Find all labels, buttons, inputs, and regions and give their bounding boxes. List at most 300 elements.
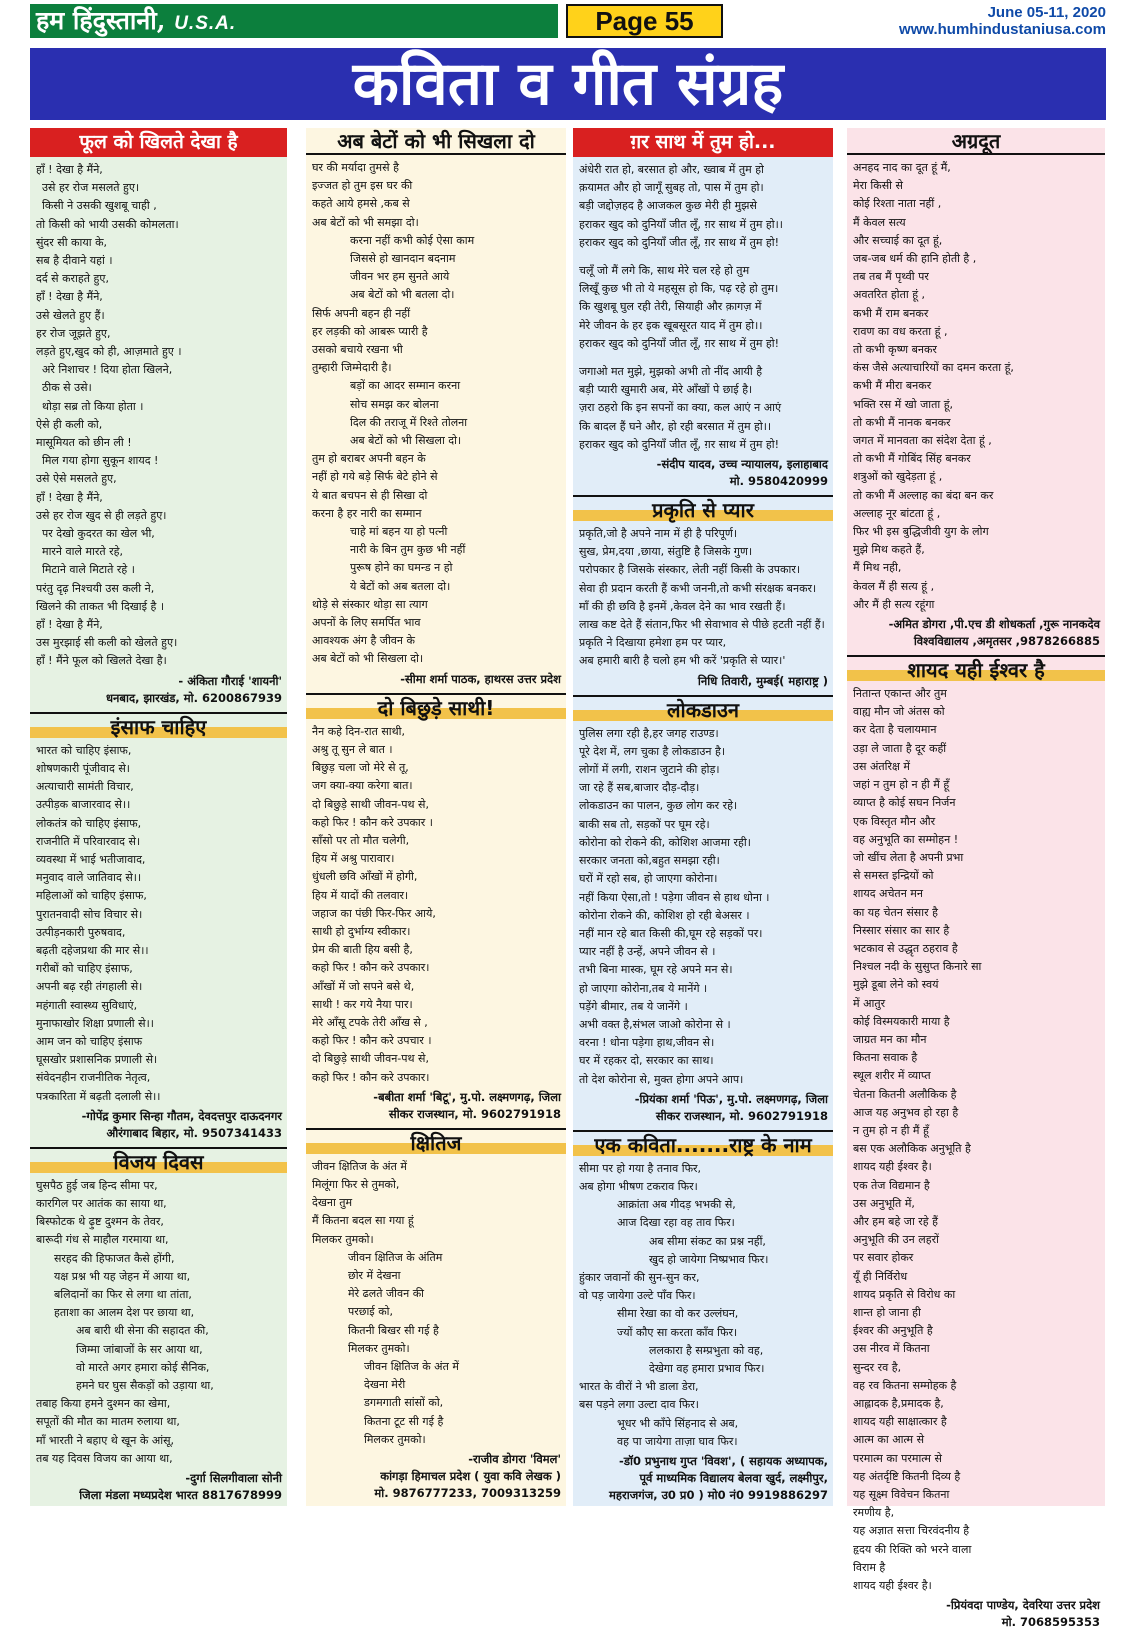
poem-line: राजनीति में परिवारवाद से। [36, 834, 141, 848]
poem-line: हिय में यादों की तलवार। [312, 888, 409, 902]
poem-body [847, 155, 1105, 614]
poem-title: अब बेटों को भी सिखला दो [306, 128, 566, 155]
poem-line: निस्सार संसार का सार है [853, 923, 950, 937]
poem-line: पुरातनवादी सोच विचार से। [36, 907, 143, 921]
poem-line: छोर में देखना [348, 1268, 401, 1282]
poem-line: साँसो पर तो मौत चलेगी, [312, 833, 410, 847]
poem-line: अनहद नाद का दूत हूं मैं, [853, 161, 951, 174]
poem-line: हराकर खुद को दुनियाँ जीत लूँ, ग़र साथ में तुम हो! [579, 235, 780, 249]
poem-byline [30, 1468, 287, 1507]
poem [306, 128, 566, 691]
byline-line: -बबीता शर्मा 'बिटू', मु.पो. लक्ष्मणगढ़, जिला [373, 1089, 561, 1104]
poem-line: ऐसे ही कली को, [36, 417, 103, 431]
column-4 [847, 128, 1105, 1630]
poem-line: क़यामत और हो जागूँ सुबह तो, पास में तुम हो। [579, 181, 764, 195]
poem-byline [306, 1087, 566, 1126]
poem [306, 1128, 566, 1505]
poem-line: घर में रहकर दो, सरकार का साथ। [579, 1054, 714, 1068]
poem-line: परोपकार है जिसके संस्कार, लेती नहीं किसी के उपकार। [579, 563, 800, 577]
byline-line: मो. 9876777233, 7009313259 [374, 1486, 561, 1500]
poem-line: कहो फिर ! कौन करे उपचार । [312, 1034, 432, 1048]
poem-line: आज यह अनुभव हो रहा है [853, 1105, 959, 1119]
poem-line: उड़ा ले जाता है दूर कहीं [853, 741, 947, 755]
poem-line: हिय में अश्रु पारावार। [312, 852, 395, 866]
poem-line: अपनों के लिए समर्पित भाव [312, 616, 421, 630]
poem-line: कितनी बिखर सी गई है [348, 1323, 439, 1337]
poem-line: जीवन क्षितिज के अंतिम [348, 1250, 443, 1264]
poem-line: उसे ऐसे मसलते हुए, [36, 472, 117, 486]
poem-line: अब बेटों को भी सिखला दो। [312, 652, 424, 666]
poem-line: अब बारी थी सेना की सहादत की, [76, 1324, 209, 1338]
poem-line: न तुम हो न ही मैं हूँ [853, 1123, 929, 1137]
poem-line: वह पा जायेगा ताज़ा घाव फिर। [617, 1434, 738, 1448]
byline-line: -प्रियंका शर्मा 'पिऊ', मु.पो. लक्ष्मणगढ़, जिला [634, 1091, 828, 1106]
poem-line: तो कभी मैं नानक बनकर [853, 415, 951, 429]
poem-line: ये बेटों को अब बतला दो। [350, 579, 451, 593]
poem-line: शायद यही साक्षात्कार है [853, 1415, 947, 1429]
byline-line: औरंगाबाद बिहार, मो. 9507341433 [106, 1125, 282, 1140]
poem-line: लड़ते हुए,खुद को ही, आज़माते हुए । [36, 345, 182, 359]
poem-line: खिलने की ताकत भी दिखाई है । [36, 599, 165, 613]
poem-line: अरे निशाचर ! दिया होता खिलने, [42, 363, 173, 377]
poem-line: हाँ ! देखा है मैंने, [36, 618, 103, 632]
poem-line: चलूँ जो मैं लगे कि, साथ मेरे चल रहे हो तुम [579, 264, 750, 278]
poem [30, 1147, 287, 1507]
poem-line: परमात्म का परमात्म से [853, 1451, 942, 1465]
poem-line: मुनाफाखोर शिक्षा प्रणाली से।। [36, 1016, 154, 1030]
poem-line: हाँ ! देखा है मैंने, [36, 290, 103, 304]
poem-line: संवेदनहीन राजनीतिक नेतृत्व, [36, 1071, 151, 1085]
poem-line: बस एक अलौकिक अनुभूति है [853, 1142, 971, 1156]
page-number: Page 55 [566, 4, 723, 38]
poem-line: वाह्य मौन जो अंतस को [853, 705, 945, 719]
poem-line: सोच समझ कर बोलना [350, 397, 439, 411]
poem-line: हर रोज जूझते हुए, [36, 326, 111, 340]
poem-line: पुरूष होने का घमन्ड न हो [350, 561, 453, 575]
poem-line: भारत के वीरों ने भी डाला डेरा, [579, 1380, 699, 1394]
poem-line: बिस्फोटक थे ढ़ुष्ट दुश्मन के तेवर, [36, 1215, 164, 1229]
poem-byline [306, 1449, 566, 1505]
poem-line: कितना टूट सी गई है [364, 1414, 444, 1428]
poem-line: देखना मेरी [364, 1378, 406, 1392]
poem-line: ठीक से उसे। [42, 381, 92, 395]
poem-line: घुसपैठ हुई जब हिन्द सीमा पर, [36, 1178, 158, 1192]
poem-line: वरना ! धोना पड़ेगा हाथ,जीवन से। [579, 1036, 715, 1050]
column-3 [573, 128, 833, 1506]
poem-line: कहो फिर ! कौन करे उपकार। [312, 1070, 430, 1084]
poem [573, 1130, 833, 1507]
poem-line: व्यवस्था में भाई भतीजावाद, [36, 852, 146, 866]
poem-line: हताशा का आलम देश पर छाया था, [54, 1306, 195, 1320]
poem-line: शत्रुओं को खुदेड़ता हूं , [853, 470, 943, 484]
poem-line: यक्ष प्रश्न भी यह जेहन में आया था, [54, 1269, 191, 1283]
poem-line: हराकर खुद को दुनियाँ जीत लूँ, ग़र साथ में तुम हो।। [579, 217, 783, 231]
poem-line: एक विस्तृत मौन और [853, 814, 936, 828]
poem-line: रमणीय है, [853, 1506, 895, 1520]
poem-line: नहीं मान रहे बात किसी की,घूम रहे सड़कों पर। [579, 926, 763, 940]
poem-line: सब है दीवाने यहां । [36, 254, 113, 268]
poem-line: लिखूँ कुछ भी तो ये महसूस हो कि, पढ़ रहे हो तुम। [579, 282, 779, 296]
poem-line: शान्त हो जाना ही [853, 1305, 921, 1319]
poem-line: माँ की ही छवि है इनमें ,केवल देने का भाव रखती हैं। [579, 599, 786, 613]
poem-line: मुझे डूबा लेने को स्वयं [853, 978, 939, 992]
poem-line: डगमगाती सांसों को, [364, 1396, 444, 1410]
poem-body [306, 1154, 566, 1449]
poem-line: जीवन क्षितिज के अंत में [364, 1359, 459, 1373]
poem [847, 655, 1105, 1634]
poem-line: अभी वक्त है,संभल जाओ कोरोना से । [579, 1017, 731, 1031]
poem-line: अश्रु तू सुन ले बात । [312, 742, 393, 756]
poem-line: रावण का वध करता हूं , [853, 324, 948, 338]
poem-line: ज्यों कौए सा करता काँव फिर। [617, 1325, 738, 1339]
poem-line: कोई रिश्ता नाता नहीं , [853, 197, 942, 211]
poem-line: केवल मैं ही सत्य हूं , [853, 579, 935, 593]
poem-line: विराम है [853, 1560, 886, 1574]
poem-line: किसी ने उसकी खुशबू चाही , [42, 199, 157, 213]
poem-line: दिल की तराजू में रिश्ते तोलना [350, 415, 468, 429]
poem-line: कारगिल पर आतंक का साया था, [36, 1196, 167, 1210]
poem-title: फूल को खिलते देखा है [30, 128, 287, 157]
poem-line: उसे हर रोज मसलते हुए। [42, 181, 140, 195]
poem-line: से समस्त इन्द्रियों को [853, 869, 934, 883]
byline-line: -संदीप यादव, उच्च न्यायालय, इलाहाबाद [656, 457, 828, 472]
poem-line: आँखों में जो सपने बसे थे, [312, 979, 415, 993]
column-1 [30, 128, 287, 1506]
byline-line: -डॉ0 प्रभुनाथ गुप्त 'विवश', ( सहायक अध्यापक, [619, 1453, 828, 1468]
poem-line: घरों में रहो सब, हो जाएगा कोरोना। [579, 872, 718, 886]
website-link[interactable]: www.humhindustaniusa.com [899, 21, 1106, 38]
poem-line: कभी मैं मीरा बनकर [853, 379, 932, 393]
poem-line: शायद यही ईश्वर है। [853, 1160, 932, 1174]
byline-line: सीकर राजस्थान, मो. 9602791918 [388, 1106, 561, 1121]
poem-line: मुझे मिथ कहते हैं, [853, 543, 925, 557]
poem-line: जीवन क्षितिज के अंत में [312, 1159, 407, 1173]
poem-line: बिछुड़ चला जो मेरे से तू, [312, 761, 409, 775]
poem-line: सपूतों की मौत का मातम रुलाया था, [36, 1415, 180, 1429]
byline-line: - अंकिता गौराई 'शायनी' [178, 673, 282, 688]
poem-line: लोकडाउन का पालन, कुछ लोग कर रहे। [579, 799, 738, 813]
poem-line: मिलूंगा फिर से तुमको, [312, 1177, 400, 1191]
poem-line: करना है हर नारी का सम्मान [312, 506, 422, 520]
poem-line: पर सवार होकर [853, 1251, 914, 1265]
poem-line: सीमा रेखा का वो कर उल्लंघन, [617, 1307, 739, 1321]
poem-line: दर्द से कराहते हुए, [36, 272, 109, 286]
poem-line: मेरे ढलते जीवन की [348, 1287, 425, 1301]
poem-line: मिलकर तुमको। [364, 1432, 426, 1446]
poem-line: शोषणकारी पूंजीवाद से। [36, 761, 130, 775]
issue-date: June 05-11, 2020 [987, 4, 1106, 21]
poem-line: जगाओ मत मुझे, मुझको अभी तो नींद आयी है [579, 365, 763, 379]
poem-line: मिल गया होगा सुकून शायद ! [42, 454, 159, 468]
poem-line: हमने घर घुस सैकड़ों को उड़ाया था, [76, 1378, 214, 1392]
poem-line: कहो फिर ! कौन करे उपकार । [312, 815, 433, 829]
poem-body [30, 738, 287, 1106]
poem-byline [306, 669, 566, 691]
poem-line: दो बिछुड़े साथी जीवन-पथ से, [312, 797, 429, 811]
poem-line: कहते आये हमसे ,कब से [312, 197, 410, 211]
poem-line: में आतुर [853, 996, 886, 1010]
page-banner: कविता व गीत संग्रह [30, 48, 1106, 120]
poem-line [579, 353, 829, 363]
poem-line: पत्रकारिता में बढ़ती दलाली से।। [36, 1089, 161, 1103]
poem-byline [573, 454, 833, 493]
poem-line: बढ़ती दहेजप्रथा की मार से।। [36, 943, 149, 957]
poem-line: हर लड़की को आबरू प्यारी है [312, 324, 428, 338]
poem-line: चेतना कितनी अलौकिक है [853, 1087, 957, 1101]
poem [30, 712, 287, 1145]
poem-line: घूसखोर प्रशासनिक प्रणाली से। [36, 1053, 158, 1067]
poem [573, 128, 833, 493]
poem-title: क्षितिज [306, 1128, 566, 1154]
poem-line: तुम हो बराबर अपनी बहन के [312, 452, 426, 466]
poem-byline [573, 1089, 833, 1128]
poem-line: यह अंतर्दृष्टि कितनी दिव्य है [853, 1469, 961, 1483]
poem-line: कभी मैं राम बनकर [853, 306, 929, 320]
poem-title: लोकडाउन [573, 695, 833, 721]
poem-line: लोकतंत्र को चाहिए इंसाफ, [36, 816, 142, 830]
poem-line: लाख कष्ट देते हैं संतान,फिर भी सेवाभाव से पीछे हटती नहीं हैं। [579, 618, 825, 632]
poem-line: भूधर भी काँपे सिंहनाद से अब, [617, 1416, 739, 1430]
poem-body [573, 157, 833, 454]
poem [306, 693, 566, 1126]
poem-byline [847, 614, 1105, 653]
poem-title: अग्रदूत [847, 128, 1105, 155]
poem-line: सरहद की हिफाजत कैसे होंगी, [54, 1251, 175, 1265]
poem-body [573, 721, 833, 1089]
poem-title: इंसाफ चाहिए [30, 712, 287, 738]
poem-line: महिलाओं को चाहिए इंसाफ, [36, 889, 147, 903]
poem-title: दो बिछुड़े साथी! [306, 693, 566, 719]
poem-line: अब हमारी बारी है चलो हम भी करें 'प्रकृति से प्यार।' [579, 654, 786, 668]
poem-line: आज दिखा रहा वह ताव फिर। [617, 1216, 735, 1230]
poem-line: का यह चेतन संसार है [853, 905, 938, 919]
poem-line: प्रकृति ने दिखाया हमेशा हम पर प्यार, [579, 636, 727, 650]
poem-body [573, 1156, 833, 1451]
poem-line: भक्ति रस में खो जाता हूं, [853, 397, 954, 411]
poem-line: मिलकर तुमको। [312, 1232, 374, 1246]
poem-line: शायद प्रकृति से विरोध का [853, 1287, 956, 1301]
poem-title: प्रकृति से प्यार [573, 495, 833, 521]
poem-line: ज़रा ठहरो कि इन सपनों का क्या, कल आएं न आएं [579, 401, 782, 415]
byline-line: -गोपेंद्र कुमार सिन्हा गौतम, देवदत्तपुर दाऊदनगर [81, 1108, 282, 1123]
page-header [30, 4, 1110, 42]
poem-line: कर देता है चलायमान [853, 723, 937, 737]
issue-info [899, 4, 1106, 38]
poem-line: हाँ ! मैंने फूल को खिलते देखा है। [36, 654, 167, 668]
poem-line: मारने वाले मारते रहे, [42, 545, 123, 559]
poem-line: मिलकर तुमको। [348, 1341, 410, 1355]
poem-line: इज्जत हो तुम इस घर की [312, 179, 413, 193]
poem-line: भारत को चाहिए इंसाफ, [36, 743, 132, 757]
poem-line: करना नहीं कभी कोई ऐसा काम [350, 233, 475, 247]
masthead [30, 4, 558, 38]
byline-line: मो. 7068595353 [1001, 1615, 1100, 1630]
poem-line: बड़ी प्यारी खुमारी अब, मेरे आँखों पे छाई है। [579, 383, 753, 397]
poem-line: अनुभूति की उन लहरों [853, 1233, 939, 1247]
poem-line: तो कभी मैं गोबिंद सिंह बनकर [853, 452, 971, 466]
poem-line: तो देश कोरोना से, मुक्त होगा अपने आप। [579, 1072, 744, 1086]
poem-line: जिम्मा जांबाजों के सर आया था, [76, 1342, 203, 1356]
poem-line: अब बेटों को भी बतला दो। [350, 288, 455, 302]
poem-line: सीमा पर हो गया है तनाव फिर, [579, 1161, 702, 1175]
poem-line: मिटाने वाले मिटाते रहे । [42, 563, 135, 577]
poem-body [30, 1173, 287, 1468]
poem-line: धुंधली छवि आँखों में होगी, [312, 870, 418, 884]
poem-line: अंधेरी रात हो, बरसात हो और, ख्वाब में तुम हो [579, 163, 764, 176]
byline-line: कांगड़ा हिमाचल प्रदेश ( युवा कवि लेखक ) [380, 1469, 561, 1483]
poem-line: जाग्रत मन का मौन [853, 1032, 927, 1046]
poem-line: बड़ी जद्दोज़हद है आजकल कुछ मेरी ही मुझसे [579, 199, 757, 213]
poem-line: कि बादल हैं घने और, हो रही बरसात में तुम हो।। [579, 419, 772, 433]
poem-line: पड़ेंगे बीमार, तब ये जानेंगे । [579, 999, 688, 1013]
poem-line: मेरे आँसू टपके तेरी आँख से , [312, 1015, 428, 1029]
poem-line: मैं कितना बदल सा गया हूं [312, 1214, 414, 1228]
poem-line: माँ भारती ने बहाए थे खून के आंसू, [36, 1433, 175, 1447]
poem-line [579, 252, 829, 262]
poem-line: मासूमियत को छीन ली ! [36, 436, 132, 450]
poem-line: आत्म का आत्म से [853, 1433, 925, 1447]
poem-line: आक्रांता अब गीदड़ भभकी से, [617, 1198, 736, 1212]
byline-line: महराजगंज, उ0 प्र0 ) मो0 नं0 9919886297 [609, 1487, 828, 1502]
poem-line: सुंदर सी काया के, [36, 235, 108, 249]
masthead-suffix: U.S.A. [174, 13, 237, 34]
poem-line: बाकी सब तो, सड़कों पर घूम रहे। [579, 817, 710, 831]
poem-line: भटकाव से उद्धृत ठहराव है [853, 941, 958, 955]
masthead-title: हम हिंदुस्तानी, [36, 6, 166, 35]
byline-line: -राजीव डोगरा 'विमल' [468, 1452, 561, 1466]
poem-line: और मैं ही सत्य रहूंगा [853, 597, 935, 611]
poem-line: सुन्दर रव है, [853, 1360, 902, 1374]
poem-line: मैं मिथ नही, [853, 561, 902, 575]
poem-line: बस पड़ने लगा उल्टा दाव फिर। [579, 1398, 699, 1412]
poem-line: सरकार जनता को,बहुत समझा रही। [579, 854, 720, 868]
poem [573, 695, 833, 1128]
poem-line: कहो फिर ! कौन करे उपकार। [312, 961, 430, 975]
poem-line: प्रकृति,जो है अपने नाम में ही है परिपूर्ण। [579, 527, 738, 541]
poem-line: जहाज का पंछी फिर-फिर आये, [312, 906, 436, 920]
poem-line: तो कभी मैं अल्लाह का बंदा बन कर [853, 488, 994, 502]
poem-line: यूँ ही निर्विरोध [853, 1269, 908, 1283]
byline-line: निधि तिवारी, मुम्बई( महाराष्ट्र ) [697, 673, 828, 688]
poem-line: जा रहे हैं सब,बाजार दौड़-दौड़। [579, 781, 700, 795]
poem-line: सेवा ही प्रदान करती हैं कभी जननी,तो कभी संरक्षक बनकर। [579, 581, 817, 595]
poem-line: खुद हो जायेगा निष्प्रभाव फिर। [649, 1252, 769, 1266]
poem-line: मनुवाद वाले जातिवाद से।। [36, 871, 142, 885]
poem-line: परछाई को, [348, 1305, 393, 1319]
poem-line: उत्पीड़क बाजारवाद से।। [36, 798, 131, 812]
byline-line: -दुर्गा सिलगीवाला सोनी [185, 1471, 282, 1485]
poem-line: वह रव कितना सम्मोहक है [853, 1378, 957, 1392]
poem-line: जग क्या-क्या करेगा बात। [312, 779, 413, 793]
poem-line: दो बिछुड़े साथी जीवन-पथ से, [312, 1052, 429, 1066]
poem-line: जहां न तुम हो न ही मैं हूँ [853, 778, 950, 792]
poem-line: उस अनुभूति में, [853, 1196, 915, 1210]
poem-line: जिससे हो खानदान बदनाम [350, 252, 456, 266]
poem-line: मैं केवल सत्य [853, 215, 906, 229]
poem-line: प्यार नहीं है उन्हें, अपने जीवन से । [579, 945, 716, 959]
poem-line: हाँ ! देखा है मैंने, [36, 163, 103, 176]
byline-line: -प्रियंवदा पाण्डेय, देवरिया उत्तर प्रदेश [946, 1598, 1100, 1613]
poem-line: अत्याचारी सामंती विचार, [36, 780, 134, 794]
poem-line: तो कभी कृष्ण बनकर [853, 343, 937, 357]
poem-line: अवतरित होता हूं , [853, 288, 926, 302]
poem-line: तभी बिना मास्क, घूम रहे अपने मन से। [579, 963, 733, 977]
poem-line: गरीबों को चाहिए इंसाफ, [36, 962, 133, 976]
poem-line: बलिदानों का फिर से लगा था तांता, [54, 1287, 192, 1301]
poem-line: अपनी बढ़ रही तंगहाली से। [36, 980, 143, 994]
poem-title: ग़र साथ में तुम हो... [573, 128, 833, 157]
poem-line: हाँ ! देखा है मैंने, [36, 490, 103, 504]
poem-line: तुम्हारी जिम्मेदारी है। [312, 361, 392, 375]
poem-line: कोई विस्मयकारी माया है [853, 1014, 950, 1028]
poem-line: हो जाएगा कोरोना,तब ये मानेंगे । [579, 981, 708, 995]
poem-line: उत्पीड़नकारी पुरुषवाद, [36, 925, 126, 939]
poem-line: बारूदी गंध से माहौल गरमाया था, [36, 1233, 169, 1247]
poem-line: हुंकार जवानों की सुन-सुन कर, [579, 1270, 700, 1284]
poem-line: थोड़े से संस्कार थोड़ा सा त्याग [312, 597, 428, 611]
poem-title: एक कविता.......राष्ट्र के नाम [573, 1130, 833, 1156]
poem-line: वो पड़ जायेगा उल्टे पाँव फिर। [579, 1289, 696, 1303]
poem-line: शायद अचेतन मन [853, 887, 923, 901]
poem-byline [573, 1451, 833, 1507]
poem-line: तब तब मैं पृथ्वी पर [853, 270, 929, 284]
poem-line: घर की मर्यादा तुमसे है [312, 161, 399, 174]
poem-line: उस मुरझाई सी कली को खेलते हुए। [36, 636, 178, 650]
poem-line: अब सीमा संकट का प्रश्न नहीं, [649, 1234, 766, 1248]
poem-line: कंस जैसे अत्याचारियों का दमन करता हूं, [853, 361, 1014, 375]
poem-body [306, 155, 566, 669]
poem-line: कोरोना को रोकने की, कोशिश आजमा रही। [579, 835, 751, 849]
poem-byline [30, 671, 287, 710]
poem-line: नहीं किया ऐसा,तो ! पड़ेगा जीवन से हाथ धोना । [579, 890, 770, 904]
poem-line: जगत में मानवता का संदेश देता हूं , [853, 434, 992, 448]
poem-line: ईश्वर की अनुभूति है [853, 1324, 933, 1338]
poem-line: नहीं हो गये बड़े सिर्फ बेटे होने से [312, 470, 438, 484]
poem [30, 128, 287, 710]
poem-line: पर देखो कुदरत का खेल भी, [42, 527, 155, 541]
poem-line: तो किसी को भायी उसकी कोमलता। [36, 217, 179, 231]
poem-body [306, 719, 566, 1087]
byline-line: जिला मंडला मध्यप्रदेश भारत 8817678999 [79, 1488, 282, 1502]
poem-line: उसे हर रोज खुद से ही लड़ते हुए। [36, 508, 167, 522]
poem-byline [573, 671, 833, 693]
poem-line: फिर भी इस बुद्धिजीवी युग के लोग [853, 525, 989, 539]
byline-line: विश्वविद्यालय ,अमृतसर ,9878266885 [913, 634, 1100, 649]
poem-byline [847, 1595, 1105, 1634]
poem [573, 495, 833, 693]
poem-line: आवश्यक अंग है जीवन के [312, 634, 415, 648]
poem-line: कि खुशबू घुल रही तेरी, सियाही और क़ागज़ में [579, 300, 762, 314]
poem-body [573, 521, 833, 671]
poem-line: तबाह किया हमने दुश्मन का खेमा, [36, 1397, 171, 1411]
poem-line: यह अज्ञात सत्ता चिरवंदनीय है [853, 1524, 970, 1538]
poem-line: वो मारते अगर हमारा कोई सैनिक, [76, 1360, 210, 1374]
byline-line: सीकर राजस्थान, मो. 9602791918 [655, 1108, 828, 1123]
poem-line: जब-जब धर्म की हानि होती है , [853, 252, 977, 266]
poem-line: देखना तुम [312, 1196, 353, 1210]
poem-line: यह सूक्ष्म विवेचन कितना [853, 1488, 950, 1502]
poem-line: पुलिस लगा रही है,हर जगह राउण्ड। [579, 726, 719, 740]
poem-line: मेरा किसी से [853, 179, 903, 193]
poem-line: आह्लादक है,प्रमादक है, [853, 1397, 944, 1410]
poem-line: देखेगा वह हमारा प्रभाव फिर। [649, 1361, 765, 1375]
poem-line: सुख, प्रेम,दया ,छाया, संतुष्टि है जिसके गुण। [579, 545, 753, 559]
poem-line: नितान्त एकान्त और तुम [853, 687, 947, 701]
poem-line: उसको बचाये रखना भी [312, 343, 403, 357]
poem [847, 128, 1105, 653]
poem-line: बड़ों का आदर सम्मान करना [350, 379, 461, 393]
poem-line: सिर्फ अपनी बहन ही नहीं [312, 306, 411, 320]
